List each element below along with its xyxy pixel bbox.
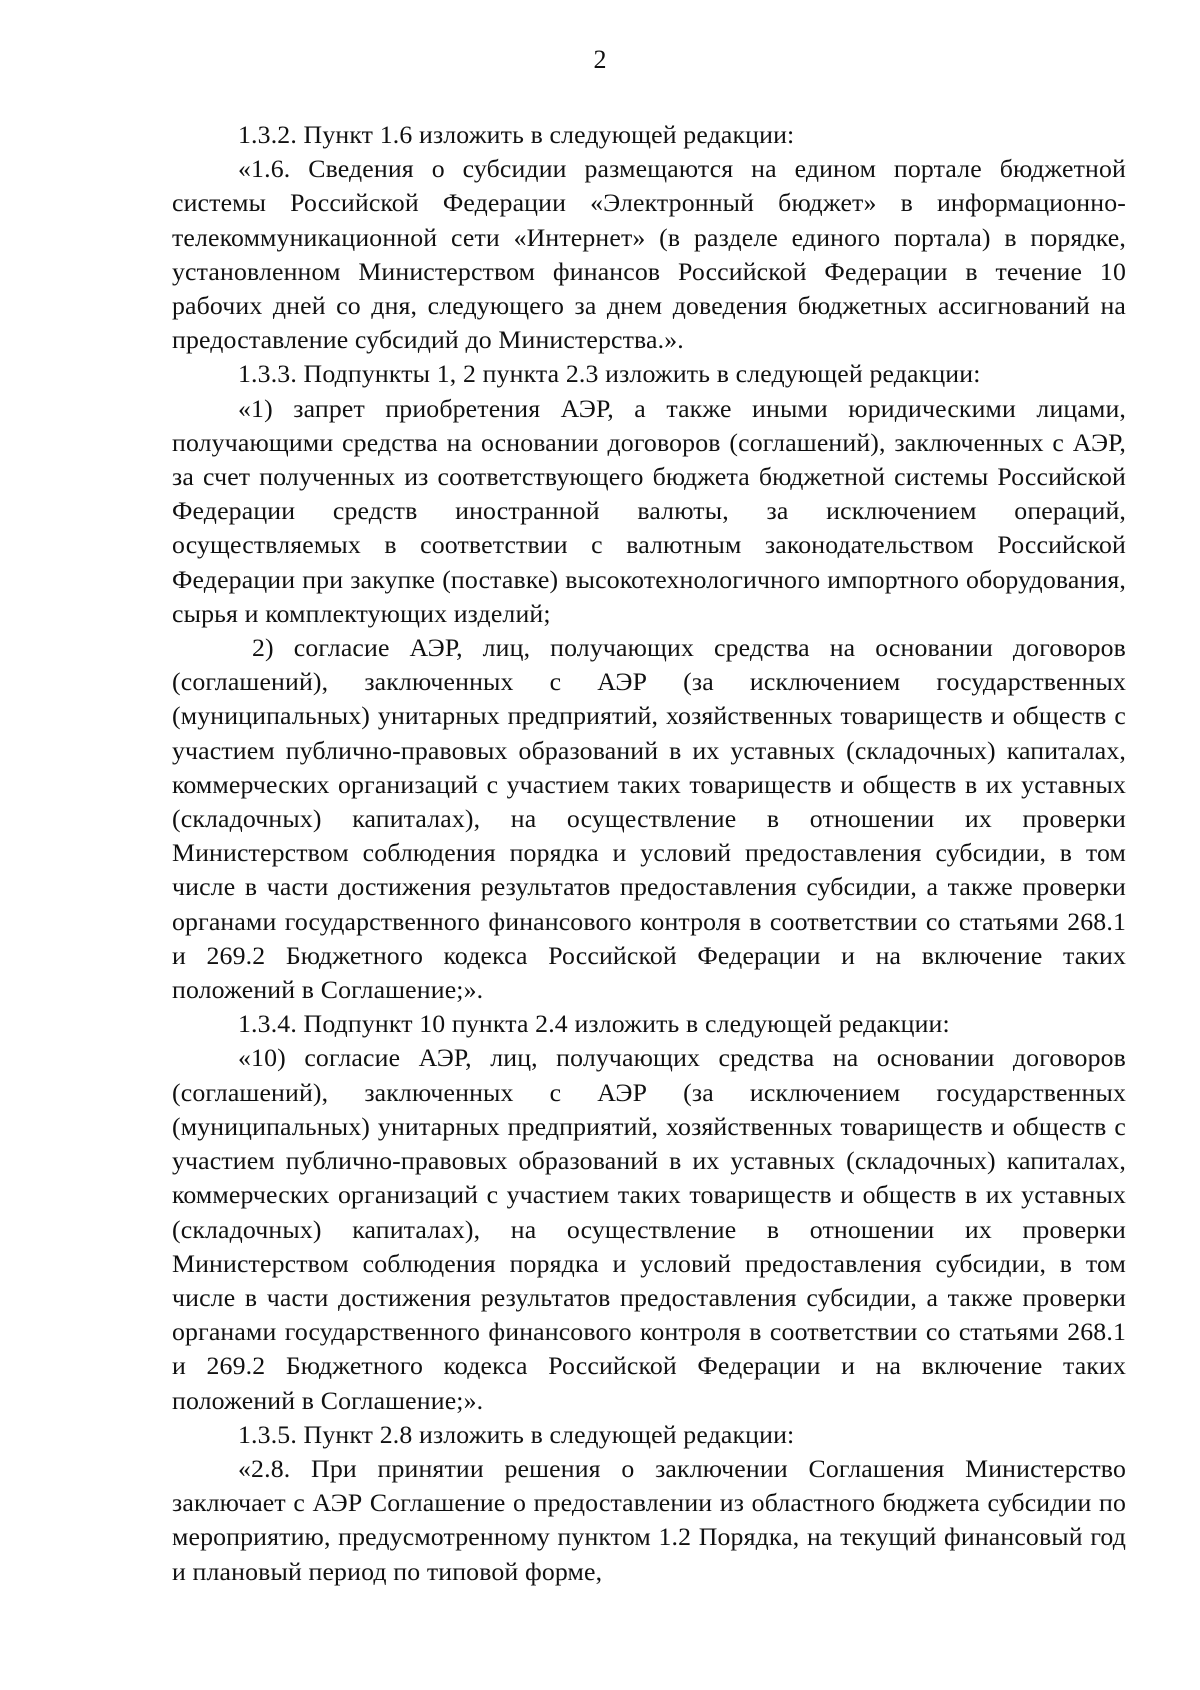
paragraph-1-6-text: «1.6. Сведения о субсидии размещаются на едином портале бюджетной системы Российской Федерации «Электронный бюджет» в информационно-телекоммуникационной сети «Интернет» (в разделе единого портала) в порядке, установленном Министерством финансов Российской Федерации в течение 10 рабочих дней со дня, следующего за днем доведения бюджетных ассигнований на предоставление субсидий до Министерства.».: [172, 154, 1126, 355]
paragraph-subitem-1-text: «1) запрет приобретения АЭР, а также иными юридическими лицами, получающими средства на основании договоров (соглашений), заключенных с АЭР, за счет полученных из соответствующего бюджета бюджетной системы Российской Федерации средств иностранной валюты, за исключением операций, осуществляемых в соответствии с валютным законодательством Российской Федерации при закупке (поставке) высокотехнологичного импортного оборудования, сырья и комплектующих изделий;: [172, 393, 1126, 628]
page-number: 2: [593, 45, 607, 74]
paragraph-1-3-3-heading: 1.3.3. Подпункты 1, 2 пункта 2.3 изложить в следующей редакции:: [238, 359, 981, 389]
paragraph-subitem-2-text: 2) согласие АЭР, лиц, получающих средства на основании договоров (соглашений), заключенных с АЭР (за исключением государственных (муниципальных) унитарных предприятий, хозяйственных товариществ и обществ с участием публично-правовых образований в их уставных (складочных) капиталах, коммерческих организаций с участием таких товариществ и обществ в их уставных (складочных) капиталах), на осуществление в отношении их проверки Министерством соблюдения порядка и условий предоставления субсидии, в том числе в части достижения результатов предоставления субсидии, а также проверки органами государственного финансового контроля в соответствии со статьями 268.1 и 269.2 Бюджетного кодекса Российской Федерации и на включение таких положений в Соглашение;».: [172, 633, 1126, 1005]
document-body: [172, 118, 1126, 1589]
paragraph-1-3-5-heading: 1.3.5. Пункт 2.8 изложить в следующей редакции:: [238, 1419, 795, 1449]
paragraph-1-3-2-heading: 1.3.2. Пункт 1.6 изложить в следующей редакции:: [238, 120, 795, 149]
paragraph-subitem-10-text: «10) согласие АЭР, лиц, получающих средства на основании договоров (соглашений), заключенных с АЭР (за исключением государственных (муниципальных) унитарных предприятий, хозяйственных товариществ и обществ с участием публично-правовых образований в их уставных (складочных) капиталах, коммерческих организаций с участием таких товариществ и обществ в их уставных (складочных) капиталах), на осуществление в отношении их проверки Министерством соблюдения порядка и условий предоставления субсидии, в том числе в части достижения результатов предоставления субсидии, а также проверки органами государственного финансового контроля в соответствии со статьями 268.1 и 269.2 Бюджетного кодекса Российской Федерации и на включение таких положений в Соглашение;».: [172, 1043, 1126, 1415]
paragraph-2-8-text: «2.8. При принятии решения о заключении Соглашения Министерство заключает с АЭР Соглашение о предоставлении из областного бюджета субсидии по мероприятию, предусмотренному пунктом 1.2 Порядка, на текущий финансовый год и плановый период по типовой форме,: [172, 1453, 1126, 1586]
paragraph-1-3-4-heading: 1.3.4. Подпункт 10 пункта 2.4 изложить в следующей редакции:: [238, 1009, 950, 1039]
